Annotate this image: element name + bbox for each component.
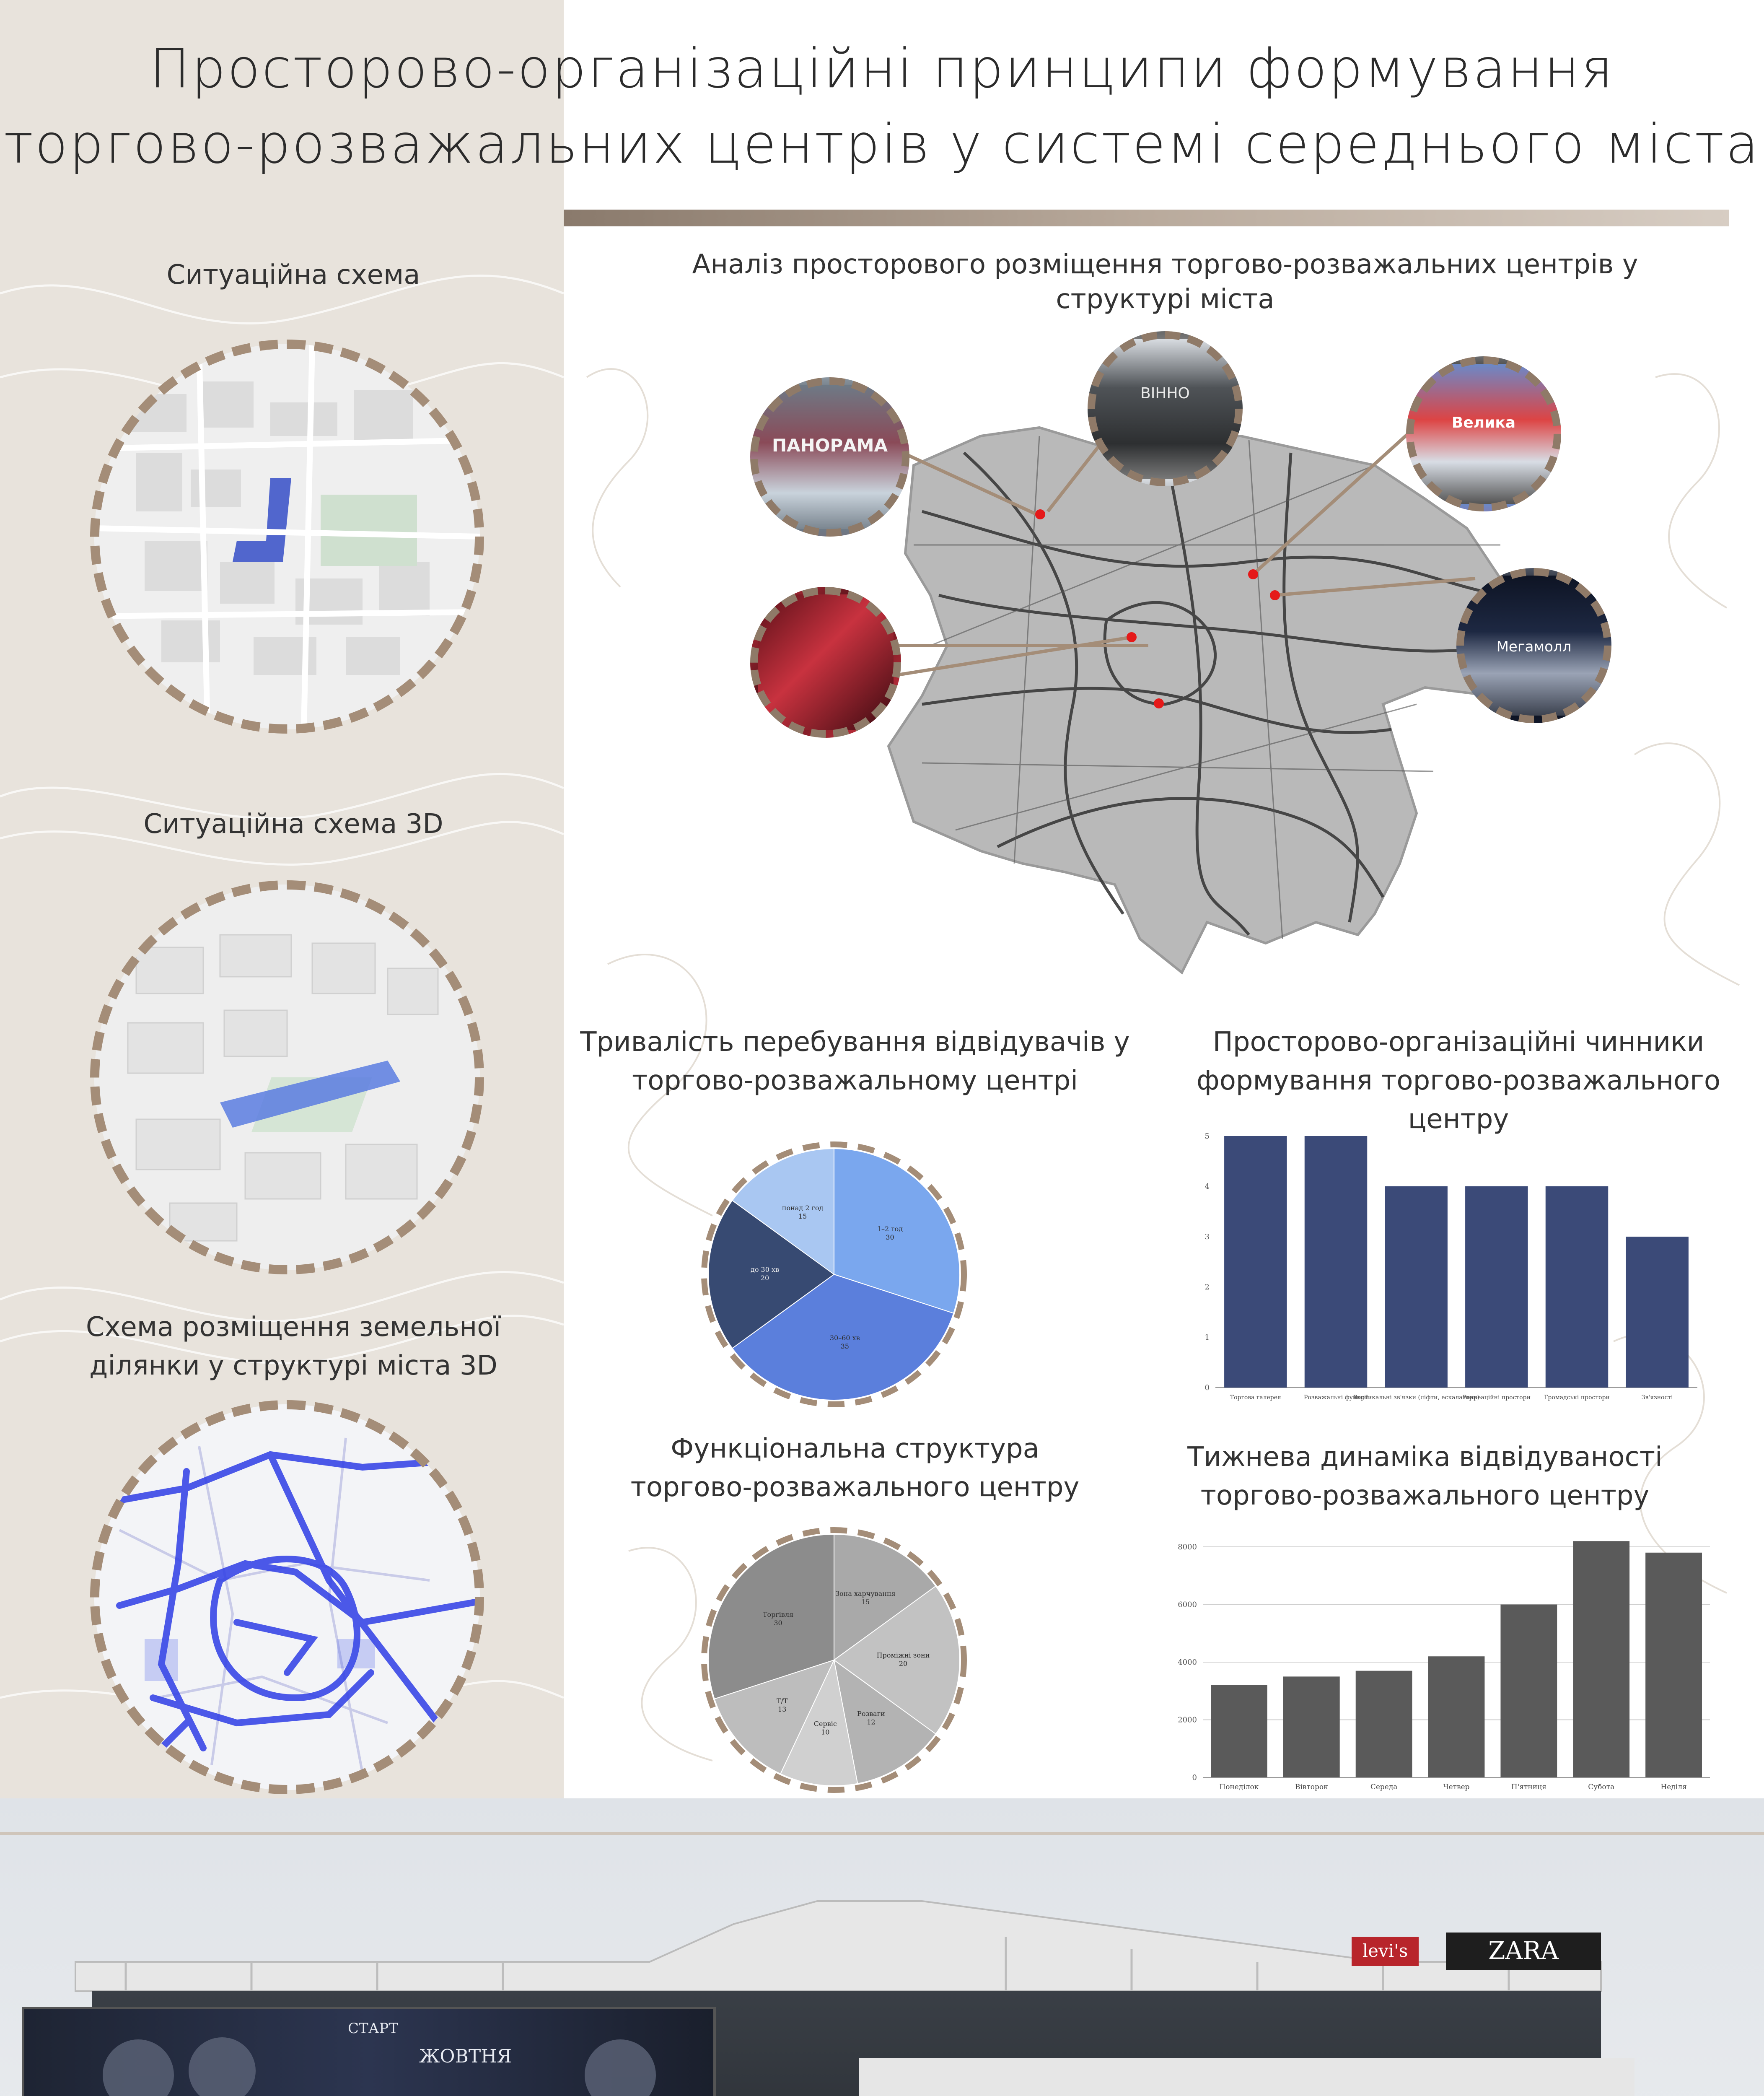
pie-slice-value: 15	[861, 1598, 870, 1606]
x-tick-label: Торгова галерея	[1230, 1394, 1281, 1401]
bar	[1356, 1671, 1412, 1777]
situation-scheme-ring	[90, 340, 484, 734]
duration-chart-title-line1: Тривалість перебування відвідувачів у	[580, 1027, 1130, 1058]
pie-slice-value: 10	[821, 1728, 830, 1736]
bar	[1546, 1186, 1609, 1388]
title-divider	[564, 210, 1729, 226]
function-pie-chart	[687, 1513, 981, 1807]
bar	[1211, 1685, 1267, 1777]
duration-chart-title-line2: торгово-розважальному центрі	[632, 1065, 1078, 1096]
bar	[1626, 1237, 1689, 1388]
y-tick-label: 4	[1204, 1182, 1210, 1191]
duration-pie-chart	[687, 1128, 981, 1421]
mall-photo-velyka: Велика	[1406, 356, 1561, 511]
mall-photo-vinno: ВІННО	[1088, 331, 1243, 486]
svg-text:ЖОВТНЯ: ЖОВТНЯ	[419, 2046, 512, 2067]
plot-scheme-caption-line1: Схема розміщення земельної	[85, 1312, 501, 1343]
poster-title-line2: торгово-розважальних центрів у системі середнього міста	[4, 113, 1760, 176]
pie-slice-label: Т/Т	[776, 1697, 788, 1705]
poster-title-line1: Просторово-організаційні принципи формування	[149, 38, 1615, 100]
pie-slice-value: 12	[867, 1718, 876, 1726]
pie-slice-value: 30	[886, 1233, 894, 1242]
factors-chart-title-line3: центру	[1408, 1104, 1509, 1135]
pie-slice-value: 20	[760, 1274, 769, 1282]
pie-slice-value: 15	[798, 1212, 807, 1220]
function-chart-title-line2: торгово-розважального центру	[630, 1472, 1080, 1503]
pie-slice-value: 30	[774, 1619, 782, 1627]
pie-slice-label: Зона харчування	[835, 1589, 896, 1598]
y-tick-label: 6000	[1178, 1600, 1197, 1609]
y-tick-label: 2	[1204, 1283, 1210, 1292]
y-tick-label: 3	[1204, 1232, 1210, 1241]
pie-slice-label: Розваги	[857, 1709, 885, 1718]
y-tick-label: 5	[1204, 1132, 1210, 1141]
x-tick-label: Середа	[1370, 1783, 1398, 1791]
bar	[1385, 1186, 1447, 1388]
bar	[1465, 1186, 1528, 1388]
situation-scheme-caption: Ситуаційна схема	[166, 259, 420, 291]
x-tick-label: Розважальні функції	[1304, 1394, 1368, 1401]
x-tick-label: Понеділок	[1219, 1783, 1259, 1791]
y-tick-label: 2000	[1178, 1715, 1197, 1725]
y-tick-label: 0	[1192, 1773, 1197, 1782]
bar	[1305, 1136, 1368, 1388]
y-tick-label: 4000	[1178, 1658, 1197, 1667]
factors-chart-title-line1: Просторово-організаційні чинники	[1212, 1027, 1704, 1058]
function-chart-title-line1: Функціональна структура	[671, 1433, 1039, 1464]
pie-slice-value: 20	[899, 1660, 908, 1668]
weekly-chart-title-line2: торгово-розважального центру	[1200, 1480, 1650, 1511]
mall-photo-megamall: Мегамолл	[1456, 568, 1611, 723]
bar	[1645, 1553, 1702, 1777]
x-tick-label: Неділя	[1660, 1783, 1687, 1791]
pie-slice-label: Сервіс	[813, 1720, 837, 1728]
factors-chart-title-line2: формування торгово-розважального	[1197, 1065, 1720, 1096]
x-tick-label: Четвер	[1443, 1783, 1470, 1791]
svg-text:СТАРТ: СТАРТ	[348, 2020, 398, 2037]
situation-scheme-3d-caption: Ситуаційна схема 3D	[143, 809, 443, 840]
svg-text:levi's: levi's	[1362, 1940, 1408, 1961]
pie-slice-label: Торгівля	[762, 1611, 794, 1619]
weekly-bar-chart	[1157, 1526, 1735, 1798]
bar	[1500, 1605, 1557, 1778]
pie-slice-label: 1–2 год	[877, 1225, 903, 1233]
situation-scheme-3d-ring	[90, 880, 484, 1274]
mall-photo-red-facade	[750, 587, 901, 738]
x-tick-label: Субота	[1588, 1783, 1615, 1791]
bar	[1428, 1656, 1485, 1777]
mall-exterior-render	[0, 1798, 1764, 2096]
x-tick-label: Вівторок	[1295, 1783, 1328, 1791]
svg-text:ZARA: ZARA	[1488, 1936, 1559, 1965]
pie-slice-label: до 30 хв	[750, 1266, 780, 1274]
map-section-title-line2: структурі міста	[1056, 284, 1274, 315]
weekly-chart-title-line1: Тижнева динаміка відвідуваності	[1187, 1442, 1663, 1473]
mall-photo-panorama: ПАНОРАМА	[750, 377, 909, 537]
y-tick-label: 8000	[1178, 1543, 1197, 1551]
pie-slice-value: 13	[778, 1705, 787, 1714]
x-tick-label: Вертикальні зв'язки (ліфти, ескалатори)	[1353, 1394, 1479, 1401]
pie-slice-label: понад 2 год	[782, 1204, 824, 1212]
bar	[1224, 1136, 1287, 1388]
x-tick-label: П'ятниця	[1511, 1783, 1546, 1791]
factors-bar-chart	[1178, 1123, 1723, 1409]
x-tick-label: Зв'язності	[1641, 1394, 1673, 1401]
pie-slice-value: 35	[840, 1342, 849, 1350]
plot-scheme-caption-line2: ділянки у структурі міста 3D	[89, 1350, 497, 1381]
y-tick-label: 0	[1204, 1383, 1210, 1392]
bar	[1573, 1541, 1629, 1777]
y-tick-label: 1	[1204, 1333, 1210, 1342]
map-section-title-line1: Аналіз просторового розміщення торгово-розважальних центрів у	[692, 249, 1638, 280]
land-plot-ring	[90, 1400, 484, 1794]
pie-slice-label: 30–60 хв	[829, 1333, 860, 1342]
bar	[1283, 1676, 1340, 1777]
x-tick-label: Рекреаційні простори	[1462, 1394, 1531, 1401]
x-tick-label: Громадські простори	[1544, 1394, 1610, 1401]
pie-slice-label: Проміжні зони	[876, 1651, 930, 1659]
